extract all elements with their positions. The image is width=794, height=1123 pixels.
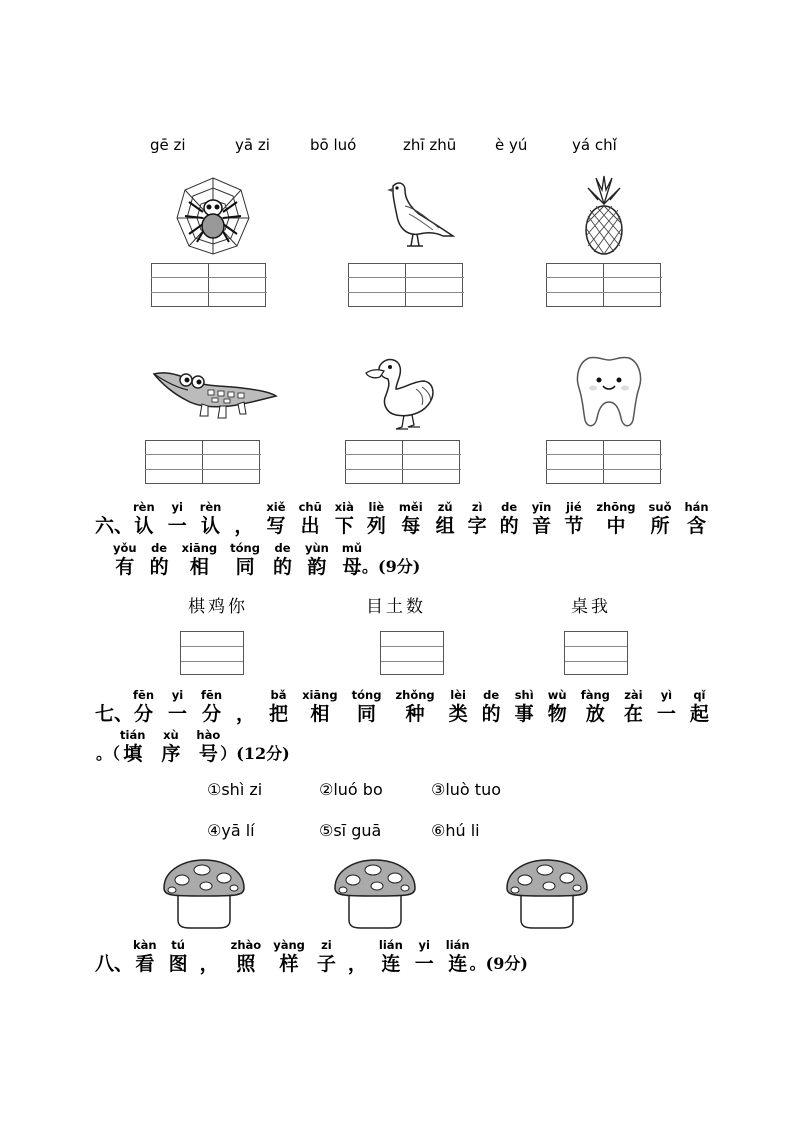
hanzi-char: 写 [266, 515, 286, 537]
pinyin-annotation: zi [321, 938, 332, 952]
hanzi-char: 种 [405, 703, 425, 725]
hanzi-char: 号 [198, 743, 218, 765]
pinyin-annotation: tóng [351, 688, 382, 702]
ruby-char [200, 938, 219, 976]
pinyin-annotation: yùn [305, 541, 329, 555]
ruby-char [305, 541, 329, 579]
pinyin-annotation: jié [565, 500, 582, 514]
ruby-char [161, 728, 180, 766]
pinyin-annotation: lián [378, 938, 403, 952]
word-bank-item: yá chǐ [572, 136, 617, 154]
q8-score: 。(9分) [469, 954, 528, 973]
ruby-char [234, 500, 253, 538]
pinyin-annotation: rèn [133, 500, 155, 514]
ruby-char [342, 541, 362, 579]
ruby-char [532, 500, 552, 538]
hanzi-char: 一 [167, 515, 187, 537]
pinyin-annotation: tú [171, 938, 185, 952]
ruby-char [624, 688, 643, 726]
pinyin-annotation: mǔ [341, 541, 363, 555]
hanzi-char: ， [347, 953, 367, 975]
ruby-char [548, 688, 567, 726]
hanzi-char: 相 [189, 556, 209, 578]
pinyin-annotation: yi [171, 688, 184, 702]
hanzi-char: 起 [689, 703, 709, 725]
ruby-char [449, 688, 468, 726]
q7-ruby-group [120, 728, 220, 766]
ruby-char [269, 688, 288, 726]
hanzi-char: 一 [414, 953, 434, 975]
q7-option: ②luó bo [319, 780, 383, 799]
writing-grid[interactable] [546, 263, 662, 307]
q7-paren-open: 。（ [96, 744, 121, 763]
ruby-char [657, 688, 676, 726]
hanzi-char: 认 [134, 515, 154, 537]
hanzi-char: 在 [623, 703, 643, 725]
hanzi-char: 的 [272, 556, 292, 578]
hanzi-char: 类 [448, 703, 468, 725]
pinyin-annotation: kàn [133, 938, 157, 952]
ruby-char [168, 500, 187, 538]
q7-option: ⑥hú li [431, 821, 480, 840]
ruby-char [515, 688, 534, 726]
pinyin-annotation: zài [624, 688, 643, 702]
ruby-char [200, 500, 222, 538]
q6-number: 六、 [95, 515, 134, 537]
pinyin-annotation: fēn [133, 688, 155, 702]
pinyin-annotation: lián [445, 938, 470, 952]
q6-char-group: 棋鸡你 [188, 597, 248, 617]
ruby-char [299, 500, 322, 538]
ruby-char [684, 500, 708, 538]
ruby-char [133, 500, 155, 538]
ruby-char [690, 688, 709, 726]
mushroom-icon[interactable] [162, 858, 246, 928]
ruby-char [399, 500, 423, 538]
pinyin-annotation: qǐ [693, 688, 706, 702]
hanzi-char: 填 [123, 743, 143, 765]
hanzi-char: 字 [467, 515, 487, 537]
ruby-char [120, 728, 145, 766]
pinyin-annotation: bǎ [270, 688, 287, 702]
pinyin-annotation: xià [334, 500, 354, 514]
pinyin-annotation: tián [120, 728, 146, 742]
word-bank-item: zhī zhū [403, 136, 457, 154]
q6-char-group: 桌我 [571, 597, 611, 617]
q6-answer-grid[interactable] [564, 631, 628, 675]
hanzi-char: 样 [279, 953, 299, 975]
ruby-char [196, 728, 220, 766]
writing-grid[interactable] [348, 263, 464, 307]
hanzi-char: 一 [168, 703, 188, 725]
pinyin-annotation: fàng [580, 688, 610, 702]
ruby-char [352, 688, 382, 726]
hanzi-char: ， [236, 703, 256, 725]
hanzi-char: 的 [149, 556, 169, 578]
pinyin-annotation: liè [368, 500, 385, 514]
ruby-char [168, 688, 187, 726]
ruby-char [379, 938, 403, 976]
hanzi-char: 同 [357, 703, 377, 725]
q8-ruby-group [133, 938, 470, 976]
ruby-char [649, 500, 672, 538]
hanzi-char: 照 [236, 953, 256, 975]
hanzi-char: 音 [532, 515, 552, 537]
ruby-char [500, 500, 519, 538]
ruby-char [446, 938, 470, 976]
ruby-char [436, 500, 455, 538]
pigeon-icon [383, 178, 455, 250]
hanzi-char: 韵 [307, 556, 327, 578]
hanzi-char: 事 [514, 703, 534, 725]
hanzi-char: 图 [168, 953, 188, 975]
ruby-char [564, 500, 583, 538]
q6-answer-grid[interactable] [180, 631, 244, 675]
ruby-char [581, 688, 610, 726]
q7-number: 七、 [95, 703, 134, 725]
word-bank-item: gē zi [150, 136, 186, 154]
pinyin-annotation: xù [163, 728, 179, 742]
pinyin-annotation: fēn [201, 688, 223, 702]
word-bank-item: è yú [495, 136, 528, 154]
hanzi-char: 子 [316, 953, 336, 975]
writing-grid[interactable] [345, 440, 461, 484]
q6-score: 。(9分) [362, 557, 421, 576]
hanzi-char: 组 [435, 515, 455, 537]
hanzi-char: 出 [300, 515, 320, 537]
hanzi-char: 把 [269, 703, 289, 725]
hanzi-char: 分 [202, 703, 222, 725]
q6-instruction-line2 [113, 541, 420, 579]
ruby-char [367, 500, 386, 538]
pinyin-annotation: yi [418, 938, 430, 952]
pinyin-annotation: tóng [230, 541, 260, 555]
pinyin-annotation: zhōng [596, 500, 636, 514]
ruby-char [317, 938, 336, 976]
hanzi-char: 中 [606, 515, 626, 537]
ruby-char [133, 688, 154, 726]
tooth-icon [575, 354, 643, 428]
hanzi-char: 有 [115, 556, 135, 578]
q8-number: 八、 [95, 953, 134, 975]
ruby-char [415, 938, 434, 976]
q7-instruction-line2 [96, 728, 290, 766]
writing-grid[interactable] [145, 440, 261, 484]
hanzi-char: 节 [564, 515, 584, 537]
ruby-char [201, 688, 222, 726]
q7-option: ③luò tuo [431, 780, 502, 799]
hanzi-char: 一 [656, 703, 676, 725]
pinyin-annotation: zhào [230, 938, 262, 952]
q6-instruction-line1 [95, 500, 709, 538]
pinyin-annotation: hán [684, 500, 709, 514]
ruby-char [150, 541, 169, 579]
pinyin-annotation: yàng [273, 938, 305, 952]
q7-option: ①shì zi [207, 780, 263, 799]
hanzi-char: 含 [687, 515, 707, 537]
pinyin-annotation: měi [398, 500, 423, 514]
ruby-char [395, 688, 434, 726]
hanzi-char: 所 [650, 515, 670, 537]
q7-ruby-group [133, 688, 709, 726]
ruby-char [182, 541, 218, 579]
ruby-char [348, 938, 367, 976]
ruby-char [468, 500, 487, 538]
duck-icon [362, 355, 438, 431]
hanzi-char: 连 [448, 953, 468, 975]
q6-answer-grid[interactable] [380, 631, 444, 675]
pinyin-annotation: lèi [450, 688, 466, 702]
q7-instruction-line1 [95, 688, 709, 726]
q7-option: ⑤sī guā [319, 821, 382, 840]
mushroom-icon[interactable] [333, 858, 417, 928]
hanzi-char: 看 [135, 953, 155, 975]
ruby-char [482, 688, 501, 726]
pinyin-annotation: rèn [199, 500, 222, 514]
writing-grid[interactable] [546, 440, 662, 484]
mushroom-icon[interactable] [505, 858, 589, 928]
ruby-char [273, 541, 292, 579]
q7-option: ④yā lí [207, 821, 255, 840]
hanzi-char: 列 [366, 515, 386, 537]
pinyin-annotation: zì [471, 500, 483, 514]
ruby-char [596, 500, 635, 538]
hanzi-char: 的 [481, 703, 501, 725]
pinyin-annotation: suǒ [648, 500, 672, 514]
pinyin-annotation: hào [196, 728, 221, 742]
hanzi-char: 每 [401, 515, 421, 537]
pinyin-annotation: xiāng [302, 688, 338, 702]
ruby-char [230, 541, 260, 579]
pinyin-annotation: yīn [531, 500, 552, 514]
q6-char-group: 目土数 [366, 597, 426, 617]
q7-score: ）(12分) [220, 744, 290, 763]
hanzi-char: 下 [334, 515, 354, 537]
pinyin-annotation: xiě [266, 500, 286, 514]
pinyin-annotation: yi [171, 500, 183, 514]
ruby-char [169, 938, 188, 976]
hanzi-char: 放 [585, 703, 605, 725]
pinyin-annotation: de [483, 688, 500, 702]
pinyin-annotation: yǒu [113, 541, 137, 555]
word-bank-item: bō luó [310, 136, 357, 154]
hanzi-char: 认 [201, 515, 221, 537]
hanzi-char: 同 [235, 556, 255, 578]
pinyin-annotation: wù [547, 688, 567, 702]
pinyin-annotation: zhǒng [395, 688, 435, 702]
pinyin-annotation: chū [298, 500, 322, 514]
q6-ruby-group [113, 541, 362, 579]
word-bank-item: yā zi [235, 136, 270, 154]
spider-icon [175, 176, 251, 256]
hanzi-char: 分 [134, 703, 154, 725]
hanzi-char: 母 [342, 556, 362, 578]
pinyin-annotation: yì [660, 688, 673, 702]
crocodile-icon [150, 360, 278, 420]
q8-instruction-line1 [95, 938, 528, 976]
pinyin-annotation: de [274, 541, 291, 555]
ruby-char [236, 688, 255, 726]
hanzi-char: 的 [499, 515, 519, 537]
ruby-char [133, 938, 157, 976]
writing-grid[interactable] [151, 263, 267, 307]
ruby-char [273, 938, 305, 976]
hanzi-char: 序 [161, 743, 181, 765]
q6-ruby-group [133, 500, 709, 538]
pinyin-annotation: de [501, 500, 518, 514]
ruby-char [113, 541, 137, 579]
pinyin-annotation: xiāng [181, 541, 218, 555]
ruby-char [231, 938, 262, 976]
ruby-char [266, 500, 285, 538]
hanzi-char: 物 [547, 703, 567, 725]
pinyin-annotation: de [151, 541, 168, 555]
pinyin-annotation: shì [514, 688, 534, 702]
hanzi-char: ， [199, 953, 219, 975]
hanzi-char: ， [234, 515, 254, 537]
hanzi-char: 相 [310, 703, 330, 725]
ruby-char [335, 500, 354, 538]
ruby-char [302, 688, 338, 726]
pinyin-annotation: zǔ [437, 500, 453, 514]
hanzi-char: 连 [381, 953, 401, 975]
pineapple-icon [582, 176, 626, 256]
